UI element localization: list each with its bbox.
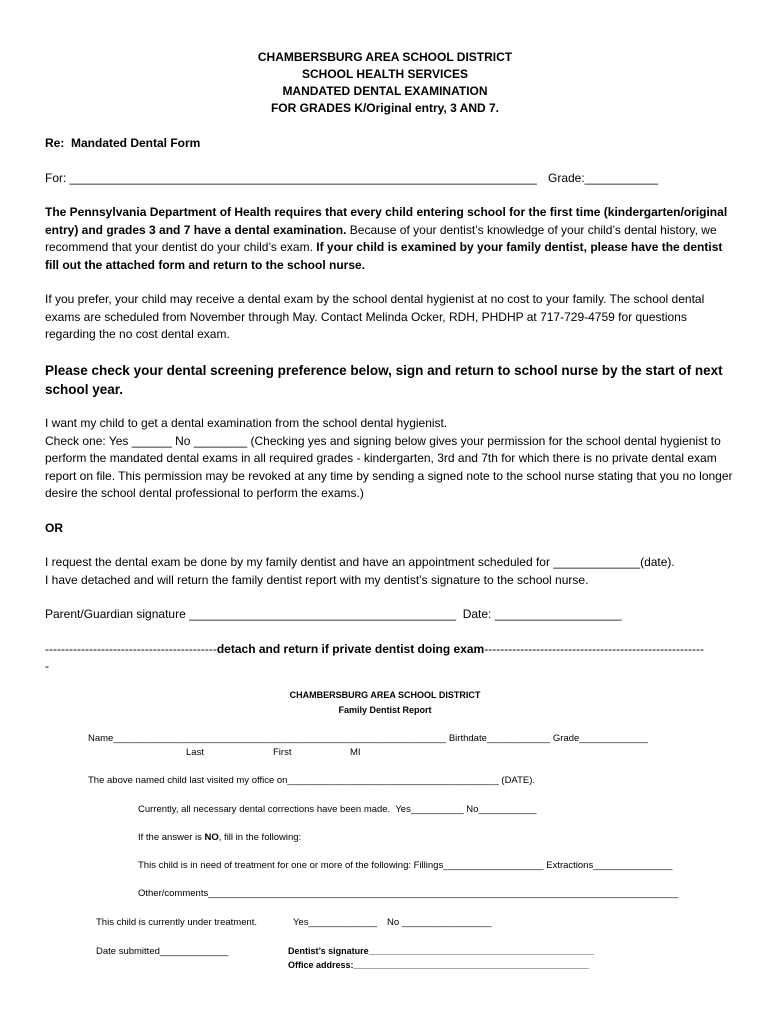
family-dentist-detach-note: I have detached and will return the family dentist report with my dentist’s signature to the school nurse.	[45, 572, 589, 587]
under-treatment-yes-field[interactable]: Yes_____________	[293, 917, 378, 928]
dentist-signature-field[interactable]: Dentist’s signature_____________________________________________	[288, 946, 594, 956]
district-title: CHAMBERSBURG AREA SCHOOL DISTRICT	[257, 50, 513, 64]
preference-heading-text: Please check your dental screening preference below, sign and return to school nurse by the start of next school year.	[45, 363, 723, 397]
under-treatment-label: This child is currently under treatment.	[96, 917, 258, 928]
report-title: Family Dentist Report	[338, 705, 432, 715]
if-answer-prefix: If the answer is	[138, 832, 205, 843]
parent-signature-field[interactable]: Parent/Guardian signature ________________________________________ Date: ___________________	[45, 607, 622, 621]
report-name-field[interactable]: Name_______________________________________________________________ Birthdate____________ Grade_____________	[88, 733, 648, 744]
first-name-label: First	[273, 747, 292, 758]
report-district: CHAMBERSBURG AREA SCHOOL DISTRICT	[289, 690, 481, 700]
detach-line	[45, 642, 704, 656]
detach-label: detach and return if private dentist doing exam	[216, 642, 485, 656]
middle-initial-label: MI	[350, 747, 361, 758]
under-treatment-no-field[interactable]: No _________________	[387, 917, 492, 928]
last-visit-field[interactable]: The above named child last visited my office on________________________________________ (DATE).	[88, 775, 536, 786]
date-submitted-field[interactable]: Date submitted_____________	[96, 946, 229, 957]
office-address-field[interactable]: Office address:_______________________________________________	[288, 960, 589, 970]
preference-heading	[45, 361, 735, 399]
for-field[interactable]: For: ______________________________________________________________________	[45, 171, 537, 185]
health-requirement-paragraph	[45, 204, 735, 274]
treatment-needed-field[interactable]: This child is in need of treatment for one or more of the following: Fillings___________________ Extractions_______________	[138, 860, 673, 871]
family-dentist-option	[45, 554, 735, 589]
if-answer-no: NO	[204, 832, 219, 843]
or-label: OR	[45, 521, 63, 535]
detach-dashes-right: -------------------------------------------------------	[484, 642, 705, 656]
services-title: SCHOOL HEALTH SERVICES	[301, 67, 469, 81]
other-comments-field[interactable]: Other/comments_________________________________________________________________________________________	[138, 888, 679, 899]
requirement-bold-text: The Pennsylvania Department of Health requires that every child entering school for the first time (kindergarten/original entry) and grades 3 and 7 have a dental examination.	[45, 205, 728, 237]
hygienist-info-text: If you prefer, your child may receive a dental exam by the school dental hygienist at no cost to your family. The school dental exams are scheduled from November through May. Contact Melinda Ocker, RDH, PHDHP at 717-729-4759 for questions regarding the no cost dental exam.	[45, 292, 705, 341]
if-answer-no-text	[138, 832, 301, 843]
if-answer-suffix: , fill in the following:	[218, 832, 302, 843]
hygienist-option	[45, 415, 735, 503]
family-dentist-request[interactable]: I request the dental exam be done by my family dentist and have an appointment scheduled for _____________(date).	[45, 555, 675, 569]
check-one-text[interactable]: Check one: Yes ______ No ________ (Checking yes and signing below gives your permission for the school dental hygienist to perform the mandated dental exams in all required grades - kindergarten, 3rd and 7th for which there is no private dental exam report on file. This permission may be revoked at any time by sending a signed note to the school nurse stating that you no longer desire the school dental professional to perform the exams.)	[45, 433, 733, 500]
detach-wrap-dash: -	[45, 659, 49, 673]
re-line: Re: Mandated Dental Form	[45, 136, 201, 150]
grades-title: FOR GRADES K/Original entry, 3 AND 7.	[270, 101, 500, 115]
detach-dashes-left: -------------------------------------------	[45, 642, 217, 656]
last-name-label: Last	[186, 747, 204, 758]
hygienist-info-paragraph	[45, 291, 735, 344]
requirement-instruction-text: If your child is examined by your family dentist, please have the dentist fill out the attached form and return to the school nurse.	[45, 240, 723, 272]
grade-field[interactable]: Grade:___________	[548, 171, 659, 185]
hygienist-option-line: I want my child to get a dental examination from the school dental hygienist.	[45, 416, 448, 430]
requirement-normal-text: Because of your dentist’s knowledge of your child’s dental history, we recommend that your dentist do your child’s exam.	[45, 222, 717, 254]
exam-title: MANDATED DENTAL EXAMINATION	[282, 84, 488, 98]
corrections-field[interactable]: Currently, all necessary dental corrections have been made. Yes__________ No___________	[138, 804, 537, 815]
